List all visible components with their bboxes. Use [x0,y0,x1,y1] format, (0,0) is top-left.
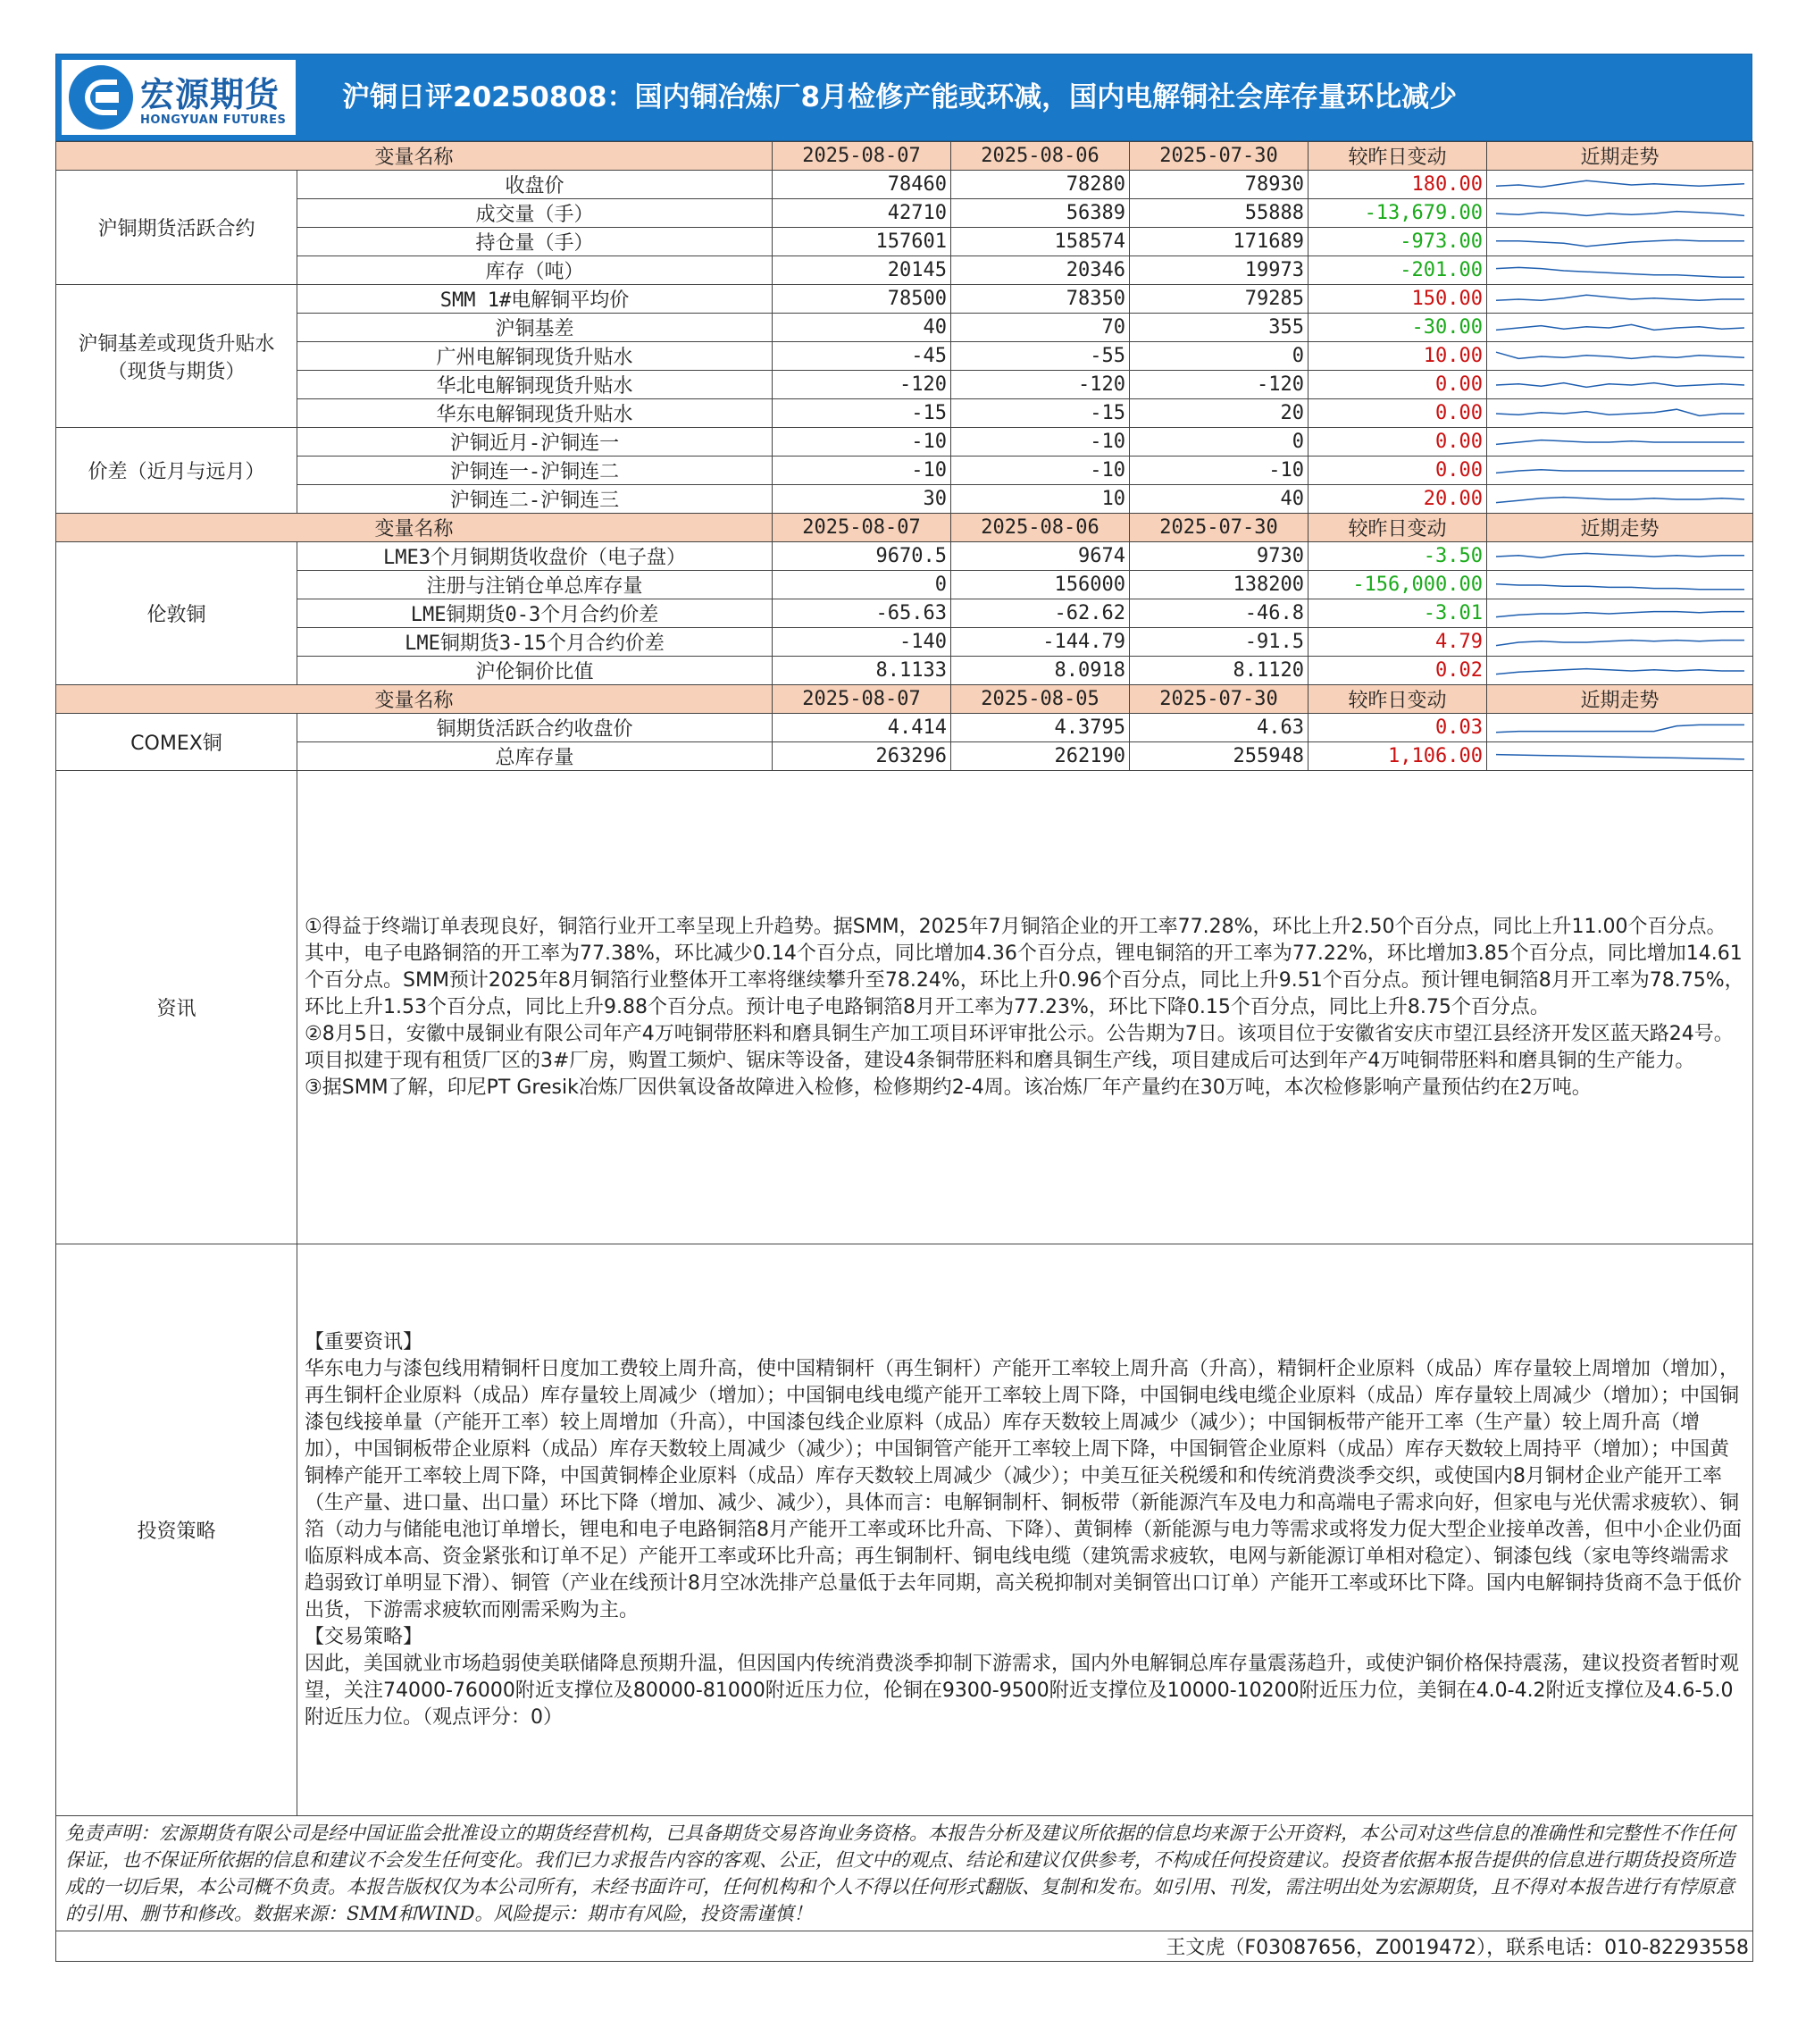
news-paragraph: ②8月5日，安徽中晟铜业有限公司年产4万吨铜带胚料和磨具铜生产加工项目环评审批公示。公告期为7日。该项目位于安徽省安庆市望江县经济开发区蓝天路24号。项目拟建于现有租赁厂区的3#厂房，购置工频炉、锯床等设备，建设4条铜带胚料和磨具铜生产线，项目建成后可达到年产4万吨铜带胚料和磨具铜的生产能力。 [305,1022,1734,1072]
value-date2: -10 [951,428,1130,457]
trend-sparkline-cell [1487,342,1753,371]
strategy-label: 投资策略 [56,1244,297,1816]
trend-line [1496,324,1744,330]
column-header-chg: 较昨日变动 [1309,142,1487,171]
value-date3: 4.63 [1130,714,1309,742]
value-date1: 20145 [773,256,951,285]
group-label: 伦敦铜 [56,542,297,685]
trend-sparkline [1491,716,1750,741]
change-value: 150.00 [1309,285,1487,314]
change-value: -30.00 [1309,314,1487,342]
column-header-d1: 2025-08-07 [773,514,951,542]
value-date2: 4.3795 [951,714,1130,742]
change-value: 0.02 [1309,657,1487,685]
column-header-d3: 2025-07-30 [1130,514,1309,542]
value-date1: -45 [773,342,951,371]
column-header-variable: 变量名称 [56,142,773,171]
trend-line [1496,583,1744,589]
news-label: 资讯 [56,771,297,1244]
value-date1: 0 [773,571,951,599]
disclaimer-text: 免责声明：宏源期货有限公司是经中国证监会批准设立的期货经营机构，已具备期货交易咨询业务资格。本报告分析及建议所依据的信息均来源于公开资料，本公司对这些信息的准确性和完整性不作任何保证，也不保证所依据的信息和建议不会发生任何变化。我们已力求报告内容的客观、公正，但文中的观点、结论和建议仅供参考，不构成任何投资建议。投资者依据本报告提供的信息进行期货投资所造成的一切后果，本公司概不负责。本报告版权仅为本公司所有，未经书面许可，任何机构和个人不得以任何形式翻版、复制和发布。如引用、刊发，需注明出处为宏源期货，且不得对本报告进行有悖原意的引用、删节和修改。数据来源：SMM和WIND。风险提示：期市有风险，投资需谨慎！ [65,1822,1735,1924]
change-value: 0.00 [1309,428,1487,457]
value-date3: 8.1120 [1130,657,1309,685]
value-date3: -10 [1130,457,1309,485]
value-date2: 262190 [951,742,1130,771]
trend-line [1496,409,1744,415]
table-row [56,342,1753,371]
column-header-trend: 近期走势 [1487,514,1753,542]
value-date3: 9730 [1130,542,1309,571]
value-date2: -120 [951,371,1130,399]
trend-sparkline [1491,630,1750,655]
trend-line [1496,239,1744,246]
variable-name: 总库存量 [297,742,773,771]
change-value: 4.79 [1309,628,1487,657]
variable-name: 注册与注销仓单总库存量 [297,571,773,599]
news-paragraph: ③据SMM了解，印尼PT Gresik冶炼厂因供氧设备故障进入检修，检修期约2-4周。该冶炼厂年产量约在30万吨，本次检修影响产量预估约在2万吨。 [305,1076,1592,1099]
trend-line [1496,668,1744,674]
trend-sparkline [1491,315,1750,340]
change-value: 0.00 [1309,371,1487,399]
table-row [56,628,1753,657]
variable-name: LME铜期货0-3个月合约价差 [297,599,773,628]
table-row [56,542,1753,571]
change-value: 10.00 [1309,342,1487,371]
disclaimer-row [56,1816,1753,1931]
table-row [56,399,1753,428]
disclaimer-cell [56,1816,1753,1931]
change-value: 20.00 [1309,485,1487,514]
change-value: 180.00 [1309,171,1487,199]
variable-name: 持仓量（手） [297,228,773,256]
trend-line [1496,211,1744,215]
table-row [56,228,1753,256]
report-header [55,54,1752,141]
value-date1: 30 [773,485,951,514]
variable-name: LME铜期货3-15个月合约价差 [297,628,773,657]
value-date1: 40 [773,314,951,342]
group-label: 价差（近月与远月） [56,428,297,514]
trend-sparkline-cell [1487,399,1753,428]
trend-line [1496,469,1744,473]
value-date1: -65.63 [773,599,951,628]
change-value: 0.00 [1309,399,1487,428]
table-row [56,657,1753,685]
trend-sparkline-cell [1487,457,1753,485]
trend-line [1496,267,1744,277]
value-date3: 78930 [1130,171,1309,199]
logo-text-cn: 宏源期货 [140,75,280,114]
change-value: -3.50 [1309,542,1487,571]
trend-sparkline [1491,544,1750,569]
table-row [56,171,1753,199]
change-value: -156,000.00 [1309,571,1487,599]
column-header-d1: 2025-08-07 [773,142,951,171]
news-paragraph: ①得益于终端订单表现良好，铜箔行业开工率呈现上升趋势。据SMM，2025年7月铜箔企业的开工率77.28%，环比上升2.50个百分点，同比上升11.00个百分点。其中，电子电路铜箔的开工率为77.38%，环比减少0.14个百分点，同比增加4.36个百分点，锂电铜箔的开工率为77.22%，环比增加3.85个百分点，同比增加14.61个百分点。SMM预计2025年8月铜箔行业整体开工率将继续攀升至78.24%，环比上升0.96个百分点，同比上升9.51个百分点。预计锂电铜箔8月开工率为78.75%，环比上升1.53个百分点，同比上升9.88个百分点。预计电子电路铜箔8月开工率为77.23%，环比下降0.15个百分点，同比上升8.75个百分点。 [305,915,1744,1018]
table-row [56,428,1753,457]
trend-sparkline-cell [1487,542,1753,571]
trend-sparkline-cell [1487,628,1753,657]
value-date2: -55 [951,342,1130,371]
value-date1: 78500 [773,285,951,314]
value-date2: 158574 [951,228,1130,256]
strategy-paragraph: 【重要资讯】 [305,1330,423,1353]
trend-sparkline-cell [1487,371,1753,399]
table-row [56,714,1753,742]
company-logo [62,60,296,135]
trend-sparkline-cell [1487,742,1753,771]
news-row [56,771,1753,1244]
column-header-trend: 近期走势 [1487,685,1753,714]
trend-line [1496,497,1744,502]
change-value: 0.03 [1309,714,1487,742]
value-date3: 40 [1130,485,1309,514]
trend-sparkline-cell [1487,171,1753,199]
trend-sparkline [1491,458,1750,483]
value-date3: 255948 [1130,742,1309,771]
analyst-signature: 王文虎（F03087656，Z0019472），联系电话：010-82293558 [56,1931,1753,1962]
change-value: -201.00 [1309,256,1487,285]
variable-name: 华北电解铜现货升贴水 [297,371,773,399]
trend-sparkline [1491,172,1750,197]
strategy-row [56,1244,1753,1816]
value-date1: 4.414 [773,714,951,742]
value-date3: 138200 [1130,571,1309,599]
value-date3: 0 [1130,428,1309,457]
group-label: 沪铜基差或现货升贴水（现货与期货） [56,285,297,428]
trend-sparkline [1491,573,1750,598]
variable-name: 铜期货活跃合约收盘价 [297,714,773,742]
table-row [56,371,1753,399]
column-header-variable: 变量名称 [56,514,773,542]
column-header-d2: 2025-08-06 [951,142,1130,171]
value-date2: 9674 [951,542,1130,571]
value-date2: 56389 [951,199,1130,228]
value-date2: 20346 [951,256,1130,285]
trend-sparkline-cell [1487,485,1753,514]
value-date1: -10 [773,457,951,485]
logo-icon [69,65,133,130]
value-date2: -10 [951,457,1130,485]
column-header-d1: 2025-08-07 [773,685,951,714]
value-date1: -120 [773,371,951,399]
variable-name: 沪伦铜价比值 [297,657,773,685]
column-header-chg: 较昨日变动 [1309,514,1487,542]
report-title: 沪铜日评20250808：国内铜冶炼厂8月检修产能或环减，国内电解铜社会库存量环比减少 [342,81,1458,113]
news-content [297,771,1753,1244]
value-date2: 8.0918 [951,657,1130,685]
column-header-d3: 2025-07-30 [1130,142,1309,171]
value-date3: -46.8 [1130,599,1309,628]
value-date1: 263296 [773,742,951,771]
value-date2: 156000 [951,571,1130,599]
value-date2: -15 [951,399,1130,428]
table-row [56,285,1753,314]
value-date2: 10 [951,485,1130,514]
trend-sparkline [1491,230,1750,255]
section-header-row [56,142,1753,171]
value-date3: 79285 [1130,285,1309,314]
trend-sparkline [1491,744,1750,769]
trend-sparkline-cell [1487,714,1753,742]
table-row [56,571,1753,599]
table-row [56,256,1753,285]
change-value: 1,106.00 [1309,742,1487,771]
variable-name: 成交量（手） [297,199,773,228]
value-date2: -62.62 [951,599,1130,628]
group-label: COMEX铜 [56,714,297,771]
column-header-d2: 2025-08-06 [951,514,1130,542]
data-table [55,141,1753,1962]
strategy-paragraphs [301,1329,1749,1731]
trend-line [1496,611,1744,616]
trend-sparkline [1491,373,1750,398]
value-date1: -140 [773,628,951,657]
column-header-chg: 较昨日变动 [1309,685,1487,714]
column-header-variable: 变量名称 [56,685,773,714]
trend-sparkline [1491,287,1750,312]
value-date2: 78280 [951,171,1130,199]
variable-name: 沪铜连一-沪铜连二 [297,457,773,485]
strategy-paragraph: 华东电力与漆包线用精铜杆日度加工费较上周升高，使中国精铜杆（再生铜杆）产能开工率较上周升高（升高），精铜杆企业原料（成品）库存量较上周增加（增加），再生铜杆企业原料（成品）库存量较上周减少（增加）；中国铜电线电缆产能开工率较上周下降，中国铜电线电缆企业原料（成品）库存量较上周减少（增加）；中国铜漆包线接单量（产能开工率）较上周增加（升高），中国漆包线企业原料（成品）库存天数较上周减少（减少）；中国铜板带产能开工率（生产量）较上周升高（增加），中国铜板带企业原料（成品）库存天数较上周减少（减少）；中国铜管产能开工率较上周下降，中国铜管企业原料（成品）库存天数较上周持平（增加）；中国黄铜棒产能开工率较上周下降，中国黄铜棒企业原料（成品）库存天数较上周减少（减少）；中美互征关税缓和和传统消费淡季交织，或使国内8月铜材企业产能开工率（生产量、进口量、出口量）环比下降（增加、减少、减少），具体而言：电解铜制杆、铜板带（新能源汽车及电力和高端电子需求向好，但家电与光伏需求疲软）、铜箔（动力与储能电池订单增长，锂电和电子电路铜箔8月产能开工率或环比升高、下降）、黄铜棒（新能源与电力等需求或将发力促大型企业接单改善，但中小企业仍面临原料成本高、资金紧张和订单不足）产能开工率或环比升高；再生铜制杆、铜电线电缆（建筑需求疲软，电网与新能源订单相对稳定）、铜漆包线（家电等终端需求趋弱致订单明显下滑）、铜管（产业在线预计8月空冰洗排产总量低于去年同期，高关税抑制对美铜管出口订单）产能开工率或环比下降。国内电解铜持货商不急于低价出货，下游需求疲软而刚需采购为主。 [305,1357,1743,1621]
trend-sparkline [1491,401,1750,426]
trend-sparkline [1491,658,1750,683]
variable-name: 沪铜近月-沪铜连一 [297,428,773,457]
variable-name: 库存（吨） [297,256,773,285]
table-row [56,457,1753,485]
trend-line [1496,295,1744,300]
column-header-trend: 近期走势 [1487,142,1753,171]
value-date3: 55888 [1130,199,1309,228]
value-date3: 355 [1130,314,1309,342]
section-header-row [56,514,1753,542]
news-paragraphs [301,914,1749,1102]
table-row [56,199,1753,228]
signature-row [56,1931,1753,1962]
trend-sparkline [1491,487,1750,512]
variable-name: 广州电解铜现货升贴水 [297,342,773,371]
change-value: -3.01 [1309,599,1487,628]
strategy-paragraph: 因此，美国就业市场趋弱使美联储降息预期升温，但因国内传统消费淡季抑制下游需求，国内外电解铜总库存量震荡趋升，或使沪铜价格保持震荡，建议投资者暂时观望，关注74000-76000附近支撑位及80000-81000附近压力位，伦铜在9300-9500附近支撑位及10000-10200附近压力位，美铜在4.0-4.2附近支撑位及4.6-5.0附近压力位。（观点评分：0） [305,1652,1740,1729]
value-date3: 171689 [1130,228,1309,256]
trend-sparkline-cell [1487,428,1753,457]
trend-sparkline-cell [1487,228,1753,256]
column-header-d2: 2025-08-05 [951,685,1130,714]
variable-name: 华东电解铜现货升贴水 [297,399,773,428]
trend-sparkline-cell [1487,314,1753,342]
variable-name: 沪铜连二-沪铜连三 [297,485,773,514]
variable-name: 沪铜基差 [297,314,773,342]
change-value: -973.00 [1309,228,1487,256]
value-date2: 78350 [951,285,1130,314]
group-label: 沪铜期货活跃合约 [56,171,297,285]
trend-sparkline [1491,601,1750,626]
trend-line [1496,180,1744,187]
variable-name: SMM 1#电解铜平均价 [297,285,773,314]
value-date2: 70 [951,314,1130,342]
value-date3: 19973 [1130,256,1309,285]
trend-sparkline-cell [1487,199,1753,228]
table-row [56,599,1753,628]
value-date3: 0 [1130,342,1309,371]
trend-line [1496,754,1744,758]
trend-sparkline [1491,430,1750,455]
report-sheet [55,54,1752,1962]
value-date1: -10 [773,428,951,457]
trend-line [1496,640,1744,645]
trend-line [1496,440,1744,444]
trend-line [1496,553,1744,557]
value-date2: -144.79 [951,628,1130,657]
value-date1: 9670.5 [773,542,951,571]
trend-sparkline-cell [1487,285,1753,314]
value-date1: 42710 [773,199,951,228]
trend-sparkline [1491,344,1750,369]
value-date3: -120 [1130,371,1309,399]
logo-text-en: HONGYUAN FUTURES [140,113,287,127]
value-date3: 20 [1130,399,1309,428]
trend-sparkline-cell [1487,599,1753,628]
trend-sparkline-cell [1487,657,1753,685]
value-date3: -91.5 [1130,628,1309,657]
value-date1: 157601 [773,228,951,256]
variable-name: 收盘价 [297,171,773,199]
trend-sparkline [1491,201,1750,226]
trend-sparkline-cell [1487,256,1753,285]
column-header-d3: 2025-07-30 [1130,685,1309,714]
trend-sparkline [1491,258,1750,283]
trend-line [1496,725,1744,732]
strategy-paragraph: 【交易策略】 [305,1625,423,1648]
change-value: 0.00 [1309,457,1487,485]
section-header-row [56,685,1753,714]
value-date1: -15 [773,399,951,428]
trend-line [1496,352,1744,358]
strategy-content [297,1244,1753,1816]
trend-line [1496,382,1744,387]
variable-name: LME3个月铜期货收盘价（电子盘） [297,542,773,571]
trend-sparkline-cell [1487,571,1753,599]
value-date1: 8.1133 [773,657,951,685]
value-date1: 78460 [773,171,951,199]
table-row [56,485,1753,514]
change-value: -13,679.00 [1309,199,1487,228]
table-row [56,314,1753,342]
table-row [56,742,1753,771]
